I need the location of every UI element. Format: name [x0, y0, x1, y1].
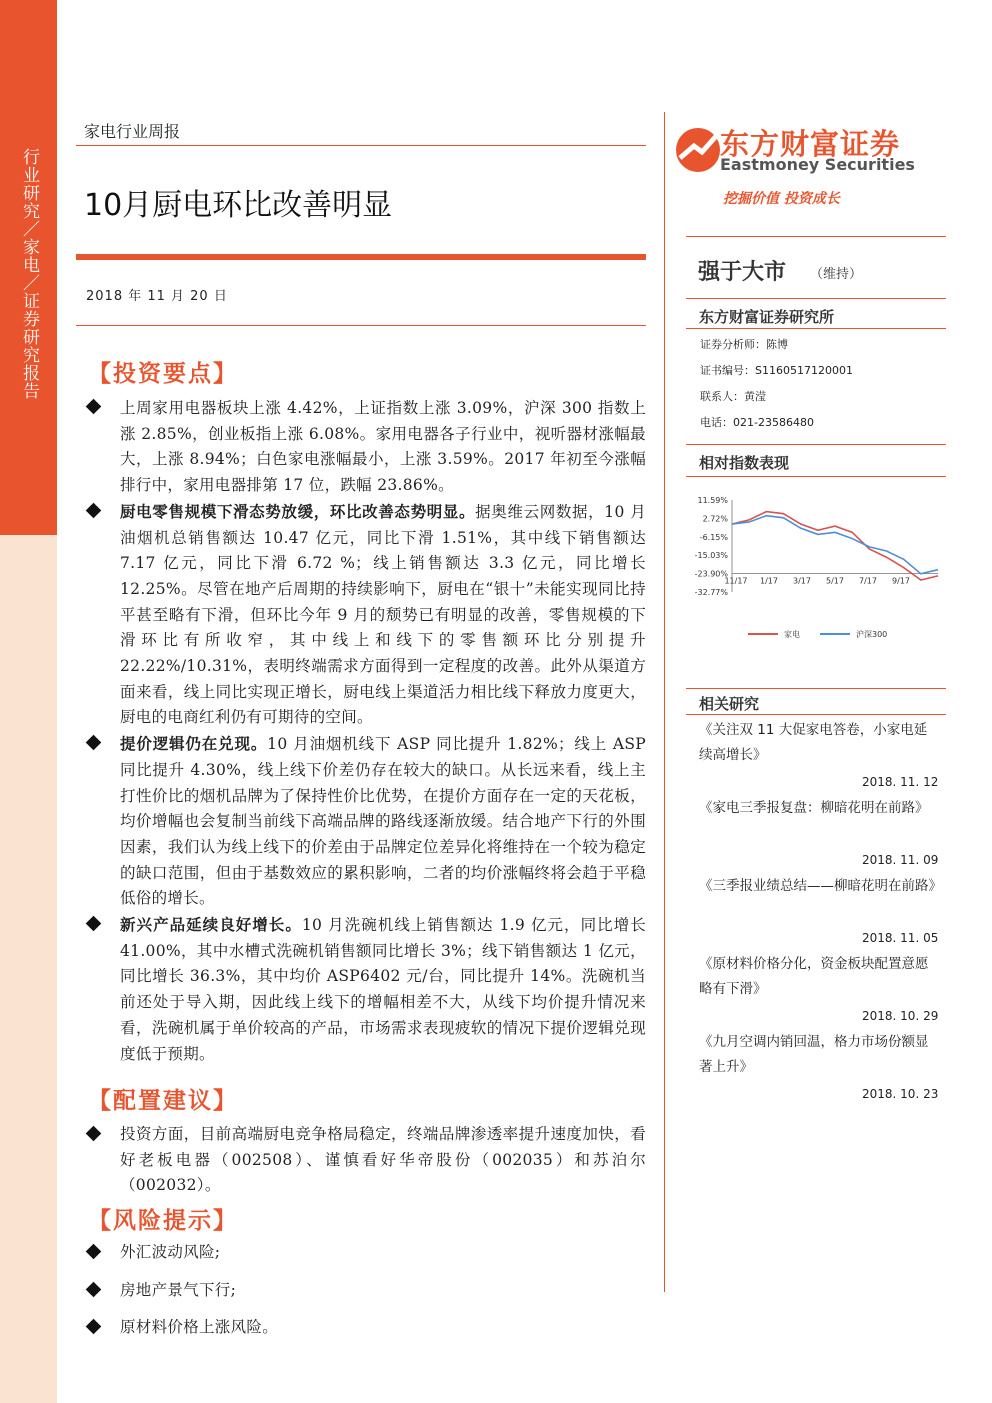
list-item — [84, 499, 646, 731]
brand-name-cn: 东方财富证券 — [720, 127, 901, 161]
list-item — [84, 1315, 646, 1341]
diamond-bullet-icon — [86, 1319, 102, 1335]
related-report-title[interactable]: 《家电三季报复盘：柳暗花明在前路》 — [699, 800, 929, 816]
y-tick-label: 11.59% — [697, 496, 728, 505]
contact: 联系人：黄滢 — [700, 390, 766, 403]
risk-text: 原材料价格上涨风险。 — [120, 1318, 279, 1337]
risk-text: 房地产景气下行; — [120, 1280, 237, 1299]
list-item — [84, 731, 646, 912]
header-divider — [76, 145, 646, 146]
related-report-date: 2018. 11. 09 — [862, 853, 939, 867]
x-tick-label: 1/17 — [760, 576, 778, 586]
risk-text: 外汇波动风险; — [120, 1243, 221, 1261]
point-text: 10 月洗碗机线上销售额达 1.9 亿元，同比增长 41.00%，其中水槽式洗碗机销售额同比增长 3%；线下销售额达 1 亿元，同比增长 36.3%，其中均价 ASP6402 元/台，同比提升 14%。洗碗机当前还处于导入期，因此线上线下的增幅相差不大，从线下均价提升情况来看，洗碗机属于单价较高的产品，市场需求表现疲软的情况下提价逻辑兑现度低于预期。 — [120, 916, 646, 1063]
phone: 电话：021-23586480 — [700, 416, 814, 429]
page-title: 10月厨电环比改善明显 — [84, 188, 393, 223]
x-tick-label: 3/17 — [793, 576, 811, 586]
x-tick-label: 5/17 — [826, 576, 844, 586]
related-title: 相关研究 — [699, 695, 760, 713]
x-tick-label: 7/17 — [859, 576, 877, 586]
risk-list — [84, 1240, 646, 1353]
related-report-title[interactable]: 《关注双 11 大促家电答卷，小家电延续高增长》 — [699, 722, 928, 763]
related-report-date: 2018. 10. 29 — [862, 1009, 939, 1023]
rating-divider-top — [686, 236, 946, 237]
side-category-text: 行业研究／家电／证券研究报告 — [19, 148, 39, 400]
point-lead: 新兴产品延续良好增长。 — [120, 915, 302, 935]
section-title-config: 【配置建议】 — [88, 1087, 238, 1114]
diamond-bullet-icon — [86, 916, 102, 932]
analyst: 证券分析师：陈博 — [700, 338, 788, 351]
cert-number: 证书编号：S1160517120001 — [700, 364, 853, 377]
related-report-date: 2018. 10. 23 — [862, 1087, 939, 1101]
related-report-date: 2018. 11. 05 — [862, 931, 939, 945]
diamond-bullet-icon — [86, 1126, 102, 1142]
point-text: 10 月油烟机线下 ASP 同比提升 1.82%；线上 ASP 同比提升 4.30%，线上线下价差仍存在较大的缺口。从长远来看，线上主打性价比的烟机品牌为了保持性价比优势，在提价方面存在一定的天花板，均价增幅也会复制当前线下高端品牌的路线逐渐放缓。结合地产下行的外围因素，我们认为线上线下的价差由于品牌定位差异化将维持在一个较为稳定的缺口范围，但由于基数效应的累积影响，二者的均价涨幅终将会趋于平稳低俗的增长。 — [120, 735, 646, 908]
legend-label: 家电 — [784, 630, 800, 639]
x-tick-label: 11/17 — [724, 576, 748, 586]
institute-name: 东方财富证券研究所 — [699, 308, 835, 326]
y-tick-label: -15.03% — [694, 551, 728, 561]
point-lead: 提价逻辑仍在兑现。 — [120, 734, 268, 754]
series-line-csi300 — [732, 516, 938, 574]
related-divider-bottom — [686, 714, 946, 715]
chart-divider-top — [686, 444, 946, 445]
list-item — [84, 1122, 646, 1199]
related-divider-top — [686, 688, 946, 689]
section-title-risk: 【风险提示】 — [88, 1207, 238, 1234]
report-type: 家电行业周报 — [84, 122, 181, 141]
point-text: 据奥维云网数据，10 月油烟机总销售额达 10.47 亿元，同比下滑 1.51%，其中线下销售额达 7.17 亿元，同比下滑 6.72 %；线上销售额达 3.3 亿元，同比增长 12.25%。尽管在地产后周期的持续影响下，厨电在“银十”未能实现同比持平甚至略有下滑，但环比今年 9 月的颓势已有明显的改善，零售规模的下滑环比有所收窄，其中线上和线下的零售额环比分别提升 22.22%/10.31%，表明终端需求方面得到一定程度的改善。此外从渠道方面来看，线上同比实现正增长，厨电线上渠道活力相比线下释放力度更大，厨电的电商红利仍有可期待的空间。 — [120, 502, 646, 727]
config-text: 投资方面，目前高端厨电竞争格局稳定，终端品牌渗透率提升速度加快，看好老板电器（002508）、谨慎看好华帝股份（002035）和苏泊尔（002032）。 — [120, 1125, 646, 1195]
legend-label: 沪深300 — [856, 630, 888, 639]
diamond-bullet-icon — [86, 503, 102, 519]
related-report-title[interactable]: 《九月空调内销回温，格力市场份额显著上升》 — [699, 1034, 929, 1075]
relative-index-chart — [686, 488, 948, 648]
y-tick-label: -23.90% — [694, 569, 728, 579]
related-report-title[interactable]: 《原材料价格分化，资金板块配置意愿略有下滑》 — [699, 956, 929, 997]
related-report-title[interactable]: 《三季报业绩总结——柳暗花明在前路》 — [699, 878, 942, 894]
list-item — [84, 1240, 646, 1266]
diamond-bullet-icon — [86, 1281, 102, 1297]
brand-slogan: 挖掘价值 投资成长 — [723, 191, 840, 207]
chart-title: 相对指数表现 — [699, 454, 790, 472]
points-list — [84, 395, 646, 1067]
related-report-date: 2018. 11. 12 — [862, 775, 939, 789]
date-divider — [76, 325, 646, 326]
institute-divider — [686, 328, 946, 329]
rating-label: 强于大市 — [698, 260, 787, 285]
title-underline — [76, 254, 646, 260]
y-tick-label: 2.72% — [702, 514, 728, 524]
point-lead: 厨电零售规模下滑态势放缓，环比改善态势明显。 — [120, 501, 476, 521]
section-title-points: 【投资要点】 — [88, 360, 238, 387]
y-tick-label: -6.15% — [699, 532, 728, 542]
point-text: 上周家用电器板块上涨 4.42%，上证指数上涨 3.09%，沪深 300 指数上涨 2.85%，创业板指上涨 6.08%。家用电器各子行业中，视听器材涨幅最大，上涨 8.94%；白色家电涨幅最小，上涨 3.59%。2017 年初至今涨幅排行中，家用电器排第 17 位，跌幅 23.86%。 — [120, 399, 646, 495]
rating-note: （维持） — [810, 267, 863, 282]
list-item — [84, 912, 646, 1067]
report-date: 2018 年 11 月 20 日 — [86, 289, 228, 304]
chart-divider-bottom — [686, 476, 946, 477]
diamond-bullet-icon — [86, 735, 102, 751]
diamond-bullet-icon — [86, 399, 102, 415]
rating-divider-bottom — [686, 298, 946, 299]
list-item — [84, 1278, 646, 1304]
list-item — [84, 395, 646, 499]
brand-name-en: Eastmoney Securities — [720, 155, 915, 174]
diamond-bullet-icon — [86, 1244, 102, 1260]
y-tick-label: -32.77% — [694, 588, 728, 597]
x-tick-label: 9/17 — [892, 576, 910, 586]
column-divider — [664, 112, 665, 1292]
series-line-appliance — [732, 512, 938, 580]
config-list — [84, 1122, 646, 1199]
